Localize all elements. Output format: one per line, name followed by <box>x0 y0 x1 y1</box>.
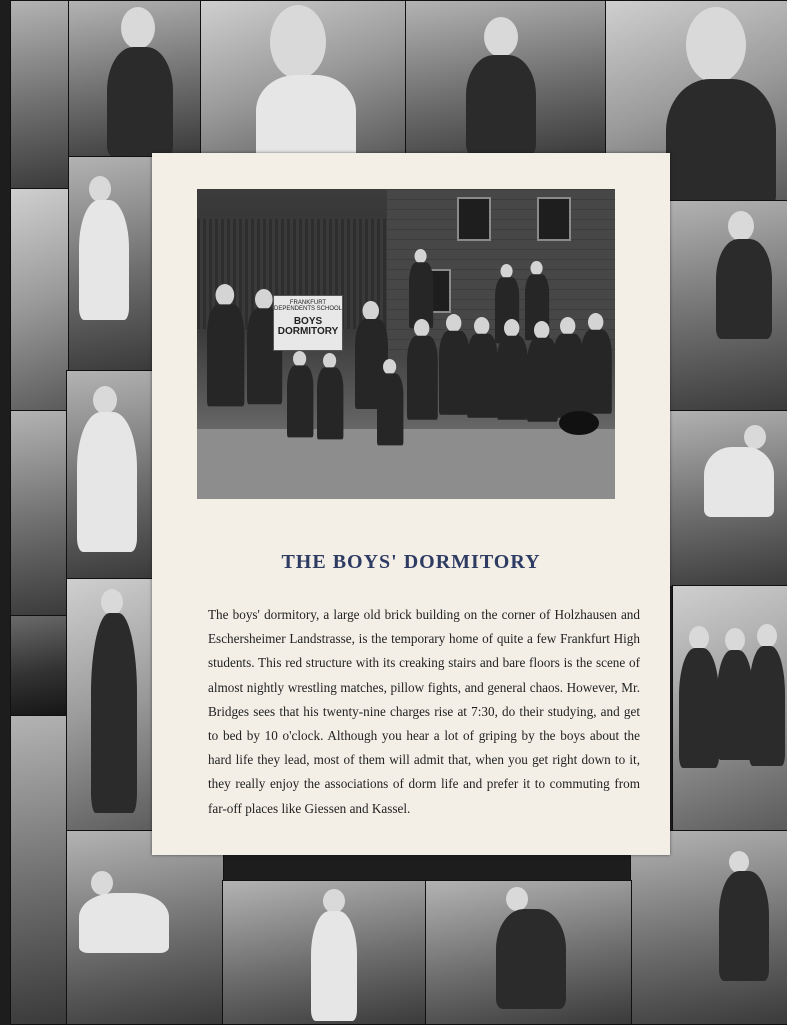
sign-line-3: BOYS <box>293 315 323 327</box>
article-title: THE BOYS' DORMITORY <box>281 551 541 573</box>
photo-left-strip-2 <box>10 188 70 412</box>
sidewalk <box>197 429 615 499</box>
photo-football-player-right <box>655 410 787 587</box>
photo-left-strip-1 <box>10 0 72 190</box>
dog <box>559 411 599 435</box>
photo-left-strip-3 <box>10 410 68 617</box>
window <box>457 197 491 241</box>
article-body: The boys' dormitory, a large old brick building on the corner of Holzhausen and Eschersheimer Landstrasse, is the temporary home of quite a few Frankfurt High students. This red structure with its creaking stairs and bare floors is the scene of almost nightly wrestling matches, pillow fights, and general chaos. However, Mr. Bridges sees that his twenty-nine charges rise at 7:30, do their studying, and get to bed by 10 o'clock. Although you hear a lot of griping by the boys about the hard life they lead, most of them will admit that, when you get right down to it, they really enjoy the associations of dorm life and prefer it to commuting from far-off places like Giessen and Kassel. <box>208 607 640 816</box>
photo-football-center <box>66 830 224 1025</box>
photo-top-girl <box>405 0 607 157</box>
photo-football-runner <box>222 880 427 1025</box>
dormitory-group-photo <box>197 189 615 499</box>
sign-line-2: DEPENDENTS SCHOOL <box>274 306 343 313</box>
photo-three-boys <box>672 585 787 832</box>
photo-boy-kneeling <box>68 155 154 372</box>
photo-top-boy-1 <box>68 0 202 157</box>
photo-football-player-corner <box>630 830 787 1025</box>
window <box>537 197 571 241</box>
photo-left-strip-5 <box>10 715 68 1025</box>
sign-line-4: DORMITORY <box>277 326 339 338</box>
sign-line-1: FRANKFURT <box>289 300 327 306</box>
dormitory-sign <box>273 295 343 351</box>
photo-boy-sitting <box>66 370 154 580</box>
photo-boy-bicycle <box>655 200 787 412</box>
photo-left-strip-4 <box>10 615 68 717</box>
article-panel <box>152 153 670 855</box>
photo-top-boy-2 <box>200 0 407 157</box>
photo-football-catcher <box>425 880 632 1025</box>
